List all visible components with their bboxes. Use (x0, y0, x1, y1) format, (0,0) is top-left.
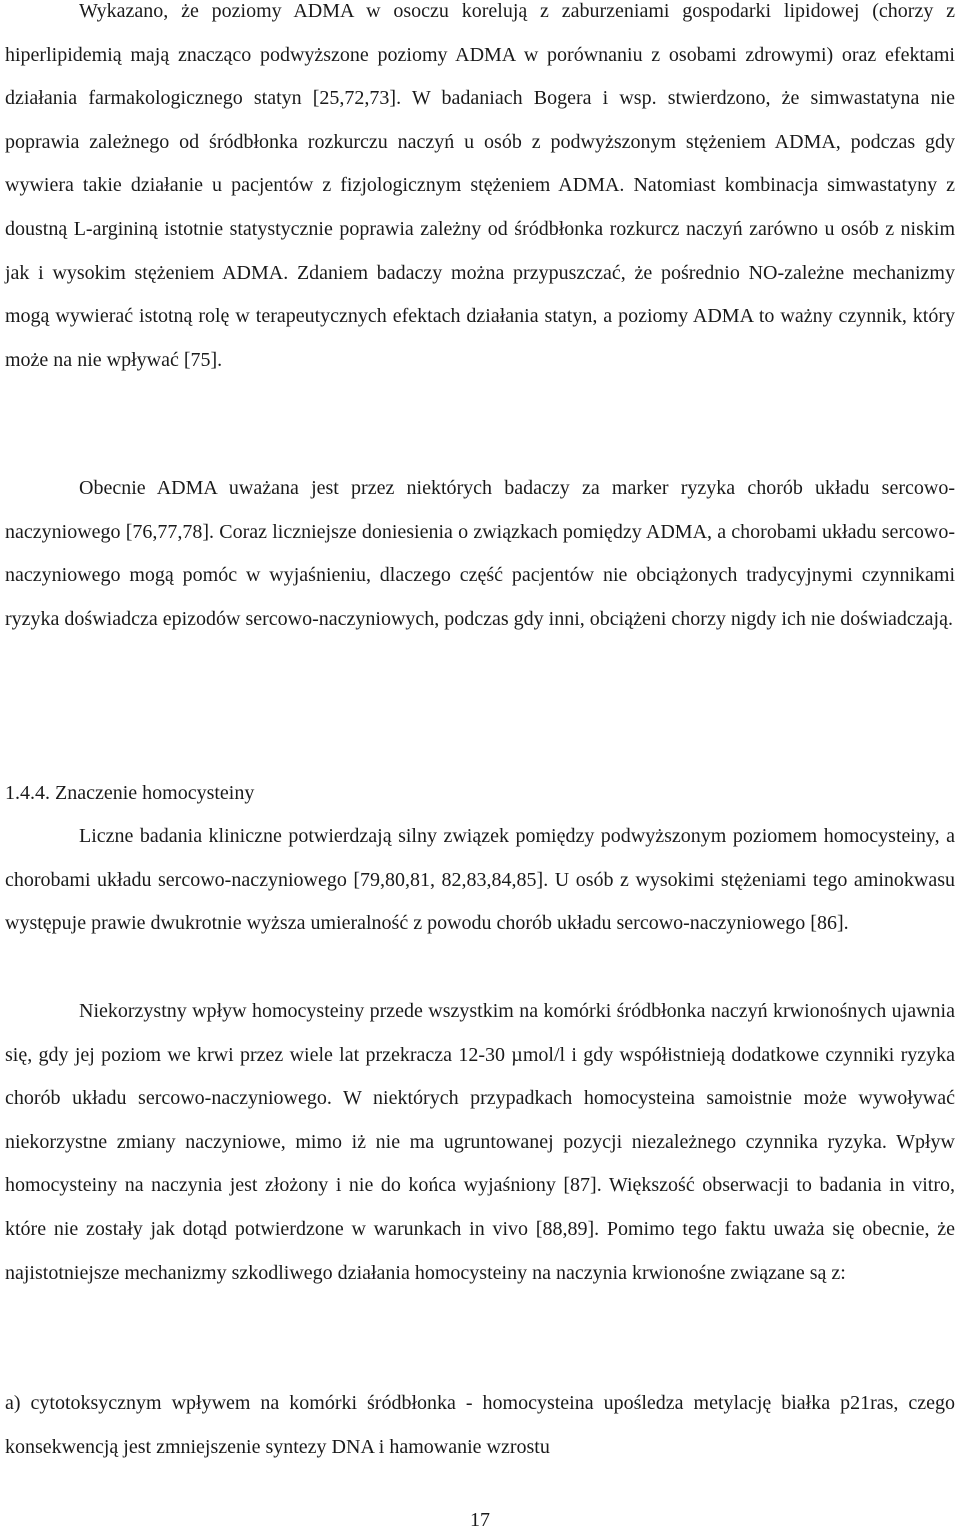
paragraph-homocysteine-studies: Liczne badania kliniczne potwierdzają silny związek pomiędzy podwyższonym poziomem homocysteiny, a chorobami układu sercowo-naczyniowego [79,80,81, 82,83,84,85]. U osób z wysokimi stężeniami tego aminokwasu występuje prawie dwukrotnie wyższa umieralność z powodu chorób układu sercowo-naczyniowego [86]. (5, 825, 955, 935)
paragraph-homocysteine-effects: Niekorzystny wpływ homocysteiny przede wszystkim na komórki śródbłonka naczyń krwionośnych ujawnia się, gdy jej poziom we krwi przez wiele lat przekracza 12-30 µmol/l i gdy współistnieją dodatkowe czynniki ryzyka chorób układu sercowo-naczyniowego. W niektórych przypadkach homocysteina samoistnie może wywoływać niekorzystne zmiany naczyniowe, mimo iż nie ma ugruntowanej pozycji niezależnego czynnika ryzyka. Wpływ homocysteiny na naczynia jest złożony i nie do końca wyjaśniony [87]. Większość obserwacji to badania in vitro, które nie zostały jak dotąd potwierdzone w warunkach in vivo [88,89]. Pomimo tego faktu uważa się obecnie, że najistotniejsze mechanizmy szkodliwego działania homocysteiny na naczynia krwionośne związane są z: (5, 1000, 955, 1284)
section-heading: 1.4.4. Znaczenie homocysteiny (5, 782, 255, 804)
paragraph-adma-statins: Wykazano, że poziomy ADMA w osoczu korelują z zaburzeniami gospodarki lipidowej (chorzy z hiperlipidemią mają znacząco podwyższone poziomy ADMA w porównaniu z osobami zdrowymi) oraz efektami działania farmakologicznego statyn [25,72,73]. W badaniach Bogera i wsp. stwierdzono, że simwastatyna nie poprawia zależnego od śródbłonka rozkurczu naczyń u osób z podwyższonym stężeniem ADMA, podczas gdy wywiera takie działanie u pacjentów z fizjologicznym stężeniem ADMA. Natomiast kombinacja simwastatyny z doustną L-argininą istotnie statystycznie poprawia zależny od śródbłonka rozkurcz naczyń zarówno u osób z niskim jak i wysokim stężeniem ADMA. Zdaniem badaczy można przypuszczać, że pośrednio NO-zależne mechanizmy mogą wywierać istotną rolę w terapeutycznych efektach działania statyn, a poziomy ADMA to ważny czynnik, który może na nie wpływać [75]. (5, 0, 955, 371)
page-number: 17 (470, 1509, 490, 1531)
paragraph-adma-marker: Obecnie ADMA uważana jest przez niektórych badaczy za marker ryzyka chorób układu sercowo-naczyniowego [76,77,78]. Coraz liczniejsze doniesienia o związkach pomiędzy ADMA, a chorobami układu sercowo-naczyniowego mogą pomóc w wyjaśnieniu, dlaczego część pacjentów nie obciążonych tradycyjnymi czynnikami ryzyka doświadcza epizodów sercowo-naczyniowych, podczas gdy inni, obciążeni chorzy nigdy ich nie doświadczają. (5, 477, 955, 630)
list-item-cytotoxic: a) cytotoksycznym wpływem na komórki śródbłonka - homocysteina upośledza metylację białka p21ras, czego konsekwencją jest zmniejszenie syntezy DNA i hamowanie wzrostu (5, 1392, 955, 1458)
